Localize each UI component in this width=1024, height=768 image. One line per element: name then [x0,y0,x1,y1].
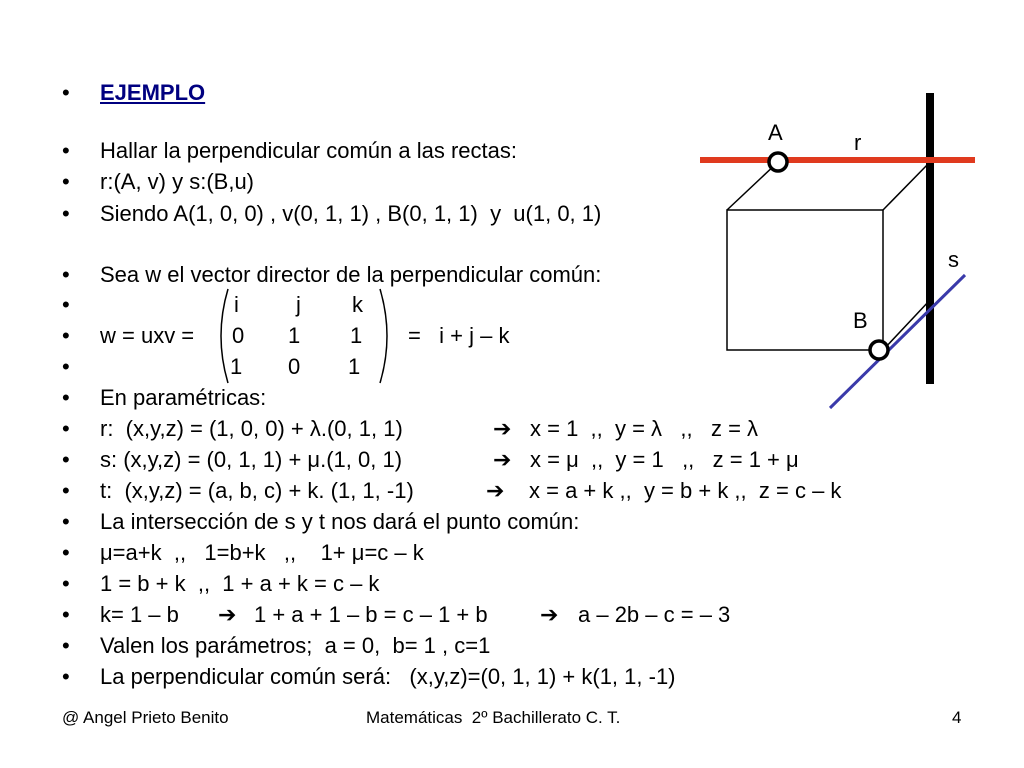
label-a: A [768,120,783,145]
param-line-s: • s: (x,y,z) = (0, 1, 1) + μ.(1, 0, 1) [62,447,403,472]
bullet-line: • μ=a+k ,, 1=b+k ,, 1+ μ=c – k [62,540,424,565]
matrix-cell: 1 [288,323,301,348]
param-result: x = 1 ,, y = λ ,, z = λ [530,416,759,441]
label-s: s [948,247,959,272]
matrix-left-bracket [221,289,228,383]
bullet-line: • Hallar la perpendicular común a las rectas: [62,138,517,163]
matrix-row-3: • [62,354,70,379]
point-a-marker [769,153,787,171]
label-b: B [853,308,868,333]
statement-text: Siendo A(1, 0, 0) , v(0, 1, 1) , B(0, 1, 1) y u(1, 0, 1) [100,201,602,226]
matrix-cell: i [234,292,239,317]
statement-text: r:(A, v) y s:(B,u) [100,169,254,194]
bullet-line: • 1 = b + k ,, 1 + a + k = c – k [62,571,380,596]
matrix-cell: 1 [348,354,361,379]
param-result: x = μ ,, y = 1 ,, z = 1 + μ [530,447,799,472]
statement-text: Hallar la perpendicular común a las rectas: [100,138,517,163]
statement-text: Sea w el vector director de la perpendicular común: [100,262,602,287]
footer-course: Matemáticas 2º Bachillerato C. T. [366,708,621,727]
cube-edge-bottom-right [883,300,930,350]
bullet-line: • En paramétricas: [62,385,267,410]
footer-page-number: 4 [952,708,962,727]
bullet-line: • Valen los parámetros; a = 0, b= 1 , c=1 [62,633,491,658]
label-r: r [854,130,862,155]
param-line-r: • r: (x,y,z) = (1, 0, 0) + λ.(0, 1, 1) [62,416,403,441]
bullet: • [62,80,70,105]
matrix-cell: 1 [350,323,363,348]
slide-title: EJEMPLO [100,80,206,105]
matrix-cell: 0 [232,323,245,348]
matrix-cell: j [296,292,301,317]
footer-author: @ Angel Prieto Benito [62,708,229,727]
arrow-icon: ➔ [493,416,512,441]
param-line-t: • t: (x,y,z) = (a, b, c) + k. (1, 1, -1) [62,478,414,503]
matrix-prefix: w = uxv = [100,323,195,348]
bullet-line: • r:(A, v) y s:(B,u) [62,169,254,194]
arrow-icon: ➔ [540,602,559,627]
matrix-row-1: • [62,292,70,317]
point-b-marker [870,341,888,359]
matrix-right-bracket [380,289,387,383]
k-line: • k= 1 – b [62,602,179,627]
line-s [830,275,965,408]
arrow-icon: ➔ [486,478,505,503]
arrow-icon: ➔ [218,602,237,627]
param-heading: En paramétricas: [100,385,267,410]
bullet-line: • Siendo A(1, 0, 0) , v(0, 1, 1) , B(0, 1, 1) y u(1, 0, 1) [62,201,602,226]
bullet-line: • Sea w el vector director de la perpendicular común: [62,262,602,287]
matrix-cell: 1 [230,354,243,379]
bullet-line: • La intersección de s y t nos dará el punto común: [62,509,580,534]
matrix-result: = i + j – k [408,323,510,348]
bullet-line: • La perpendicular común será: (x,y,z)=(0, 1, 1) + k(1, 1, -1) [62,664,676,689]
cube-edge-top-right [883,162,930,210]
arrow-icon: ➔ [493,447,512,472]
matrix-cell: 0 [288,354,301,379]
matrix-row-2: • w = uxv = [62,323,195,348]
param-result: x = a + k ,, y = b + k ,, z = c – k [529,478,842,503]
matrix-cell: k [352,292,363,317]
